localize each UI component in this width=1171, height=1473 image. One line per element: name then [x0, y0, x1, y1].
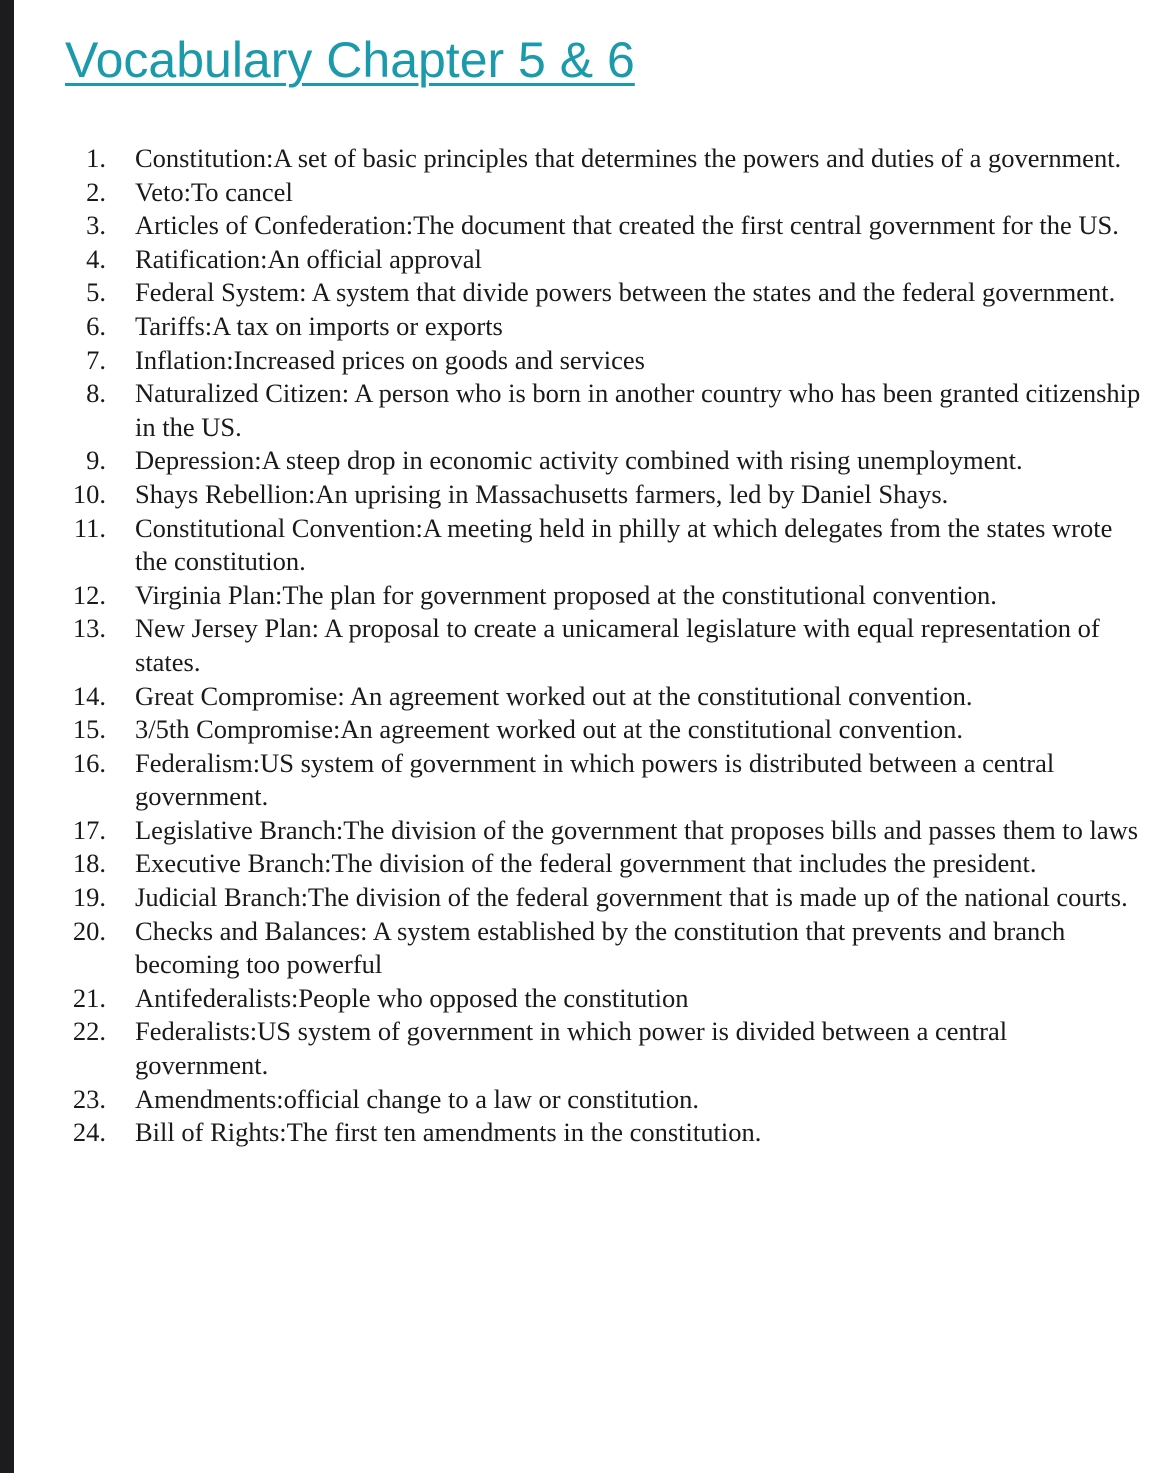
list-item: [14, 1116, 1145, 1150]
list-item: [14, 512, 1145, 579]
list-item-definition: Virginia Plan:The plan for government proposed at the constitutional convention.: [135, 579, 997, 610]
list-item-number: 11.: [73, 512, 106, 543]
list-item-definition: Tariffs:A tax on imports or exports: [135, 310, 503, 341]
list-item-definition: Veto:To cancel: [135, 176, 293, 207]
list-item-number: 18.: [72, 848, 106, 879]
page-title: Vocabulary Chapter 5 & 6: [65, 32, 635, 88]
list-item: [14, 612, 1145, 679]
list-item-number: 3.: [86, 210, 106, 241]
list-item: [14, 881, 1145, 915]
list-item-definition: 3/5th Compromise:An agreement worked out at the constitutional convention.: [135, 714, 963, 745]
list-item-definition: Executive Branch:The division of the federal government that includes the president.: [135, 848, 1037, 879]
list-item: [14, 1083, 1145, 1117]
list-item-number: 15.: [72, 714, 106, 745]
list-item-definition: Constitutional Convention:A meeting held in philly at which delegates from the states wrote the constitution.: [135, 512, 1113, 577]
list-item-definition: Federalism:US system of government in which powers is distributed between a central government.: [135, 747, 1055, 812]
list-item-number: 1.: [86, 143, 106, 173]
list-item-number: 10.: [72, 478, 106, 509]
list-item-number: 4.: [86, 243, 106, 274]
list-item: [14, 579, 1145, 613]
list-item: [14, 444, 1145, 478]
list-item-number: 6.: [86, 310, 106, 341]
list-item-definition: Great Compromise: An agreement worked out at the constitutional convention.: [135, 680, 973, 711]
list-item-definition: Antifederalists:People who opposed the constitution: [135, 982, 689, 1013]
list-item: [14, 276, 1145, 310]
vocabulary-list: [14, 142, 1145, 1150]
list-item-definition: Checks and Balances: A system established by the constitution that prevents and branch becoming too powerful: [135, 915, 1066, 980]
list-item: [14, 680, 1145, 714]
list-item-definition: Judicial Branch:The division of the federal government that is made up of the national courts.: [135, 882, 1128, 913]
list-item-number: 2.: [86, 176, 106, 207]
list-item: [14, 847, 1145, 881]
list-item: [14, 377, 1145, 444]
list-item: [14, 209, 1145, 243]
list-item-number: 19.: [72, 882, 106, 913]
list-item-number: 16.: [72, 747, 106, 778]
list-item-number: 20.: [72, 915, 106, 946]
list-item: [14, 243, 1145, 277]
window-left-edge: [0, 0, 14, 1473]
list-item-definition: Articles of Confederation:The document that created the first central government for the US.: [135, 210, 1119, 241]
list-item-number: 7.: [86, 344, 106, 375]
list-item: [14, 747, 1145, 814]
list-item: [14, 310, 1145, 344]
list-item-number: 23.: [72, 1083, 106, 1114]
list-item-definition: Federal System: A system that divide powers between the states and the federal government.: [135, 277, 1116, 308]
list-item-number: 8.: [86, 378, 106, 409]
list-item-definition: Legislative Branch:The division of the government that proposes bills and passes them to laws: [135, 814, 1139, 845]
list-item-number: 22.: [72, 1016, 106, 1047]
list-item-number: 14.: [72, 680, 106, 711]
document-page: [14, 0, 1171, 1473]
list-item-definition: Shays Rebellion:An uprising in Massachusetts farmers, led by Daniel Shays.: [135, 478, 949, 509]
list-item-number: 12.: [72, 579, 106, 610]
list-item: [14, 176, 1145, 210]
list-item-definition: Naturalized Citizen: A person who is born in another country who has been granted citizenship in the US.: [135, 378, 1141, 442]
list-item: [14, 814, 1145, 848]
list-item: [14, 1015, 1145, 1082]
list-item-number: 21.: [72, 982, 106, 1013]
list-item-definition: Federalists:US system of government in which power is divided between a central government.: [135, 1016, 1008, 1081]
list-item-definition: Ratification:An official approval: [135, 243, 482, 274]
list-item: [14, 478, 1145, 512]
list-item-number: 17.: [72, 814, 106, 845]
list-item: [14, 915, 1145, 982]
list-item: [14, 982, 1145, 1016]
list-item-number: 13.: [72, 613, 106, 644]
list-item: [14, 344, 1145, 378]
list-item-definition: Bill of Rights:The first ten amendments in the constitution.: [135, 1117, 762, 1148]
list-item-definition: Constitution:A set of basic principles that determines the powers and duties of a government.: [135, 143, 1122, 173]
list-item-definition: Depression:A steep drop in economic activity combined with rising unemployment.: [135, 445, 1023, 476]
list-item-definition: Amendments:official change to a law or constitution.: [135, 1083, 699, 1114]
list-item-definition: New Jersey Plan: A proposal to create a unicameral legislature with equal representation of states.: [135, 613, 1100, 677]
list-item-number: 5.: [86, 277, 106, 308]
list-item: [14, 713, 1145, 747]
list-item-number: 24.: [72, 1117, 106, 1148]
list-item-number: 9.: [86, 445, 106, 476]
list-item: [14, 142, 1145, 176]
list-item-definition: Inflation:Increased prices on goods and services: [135, 344, 645, 375]
